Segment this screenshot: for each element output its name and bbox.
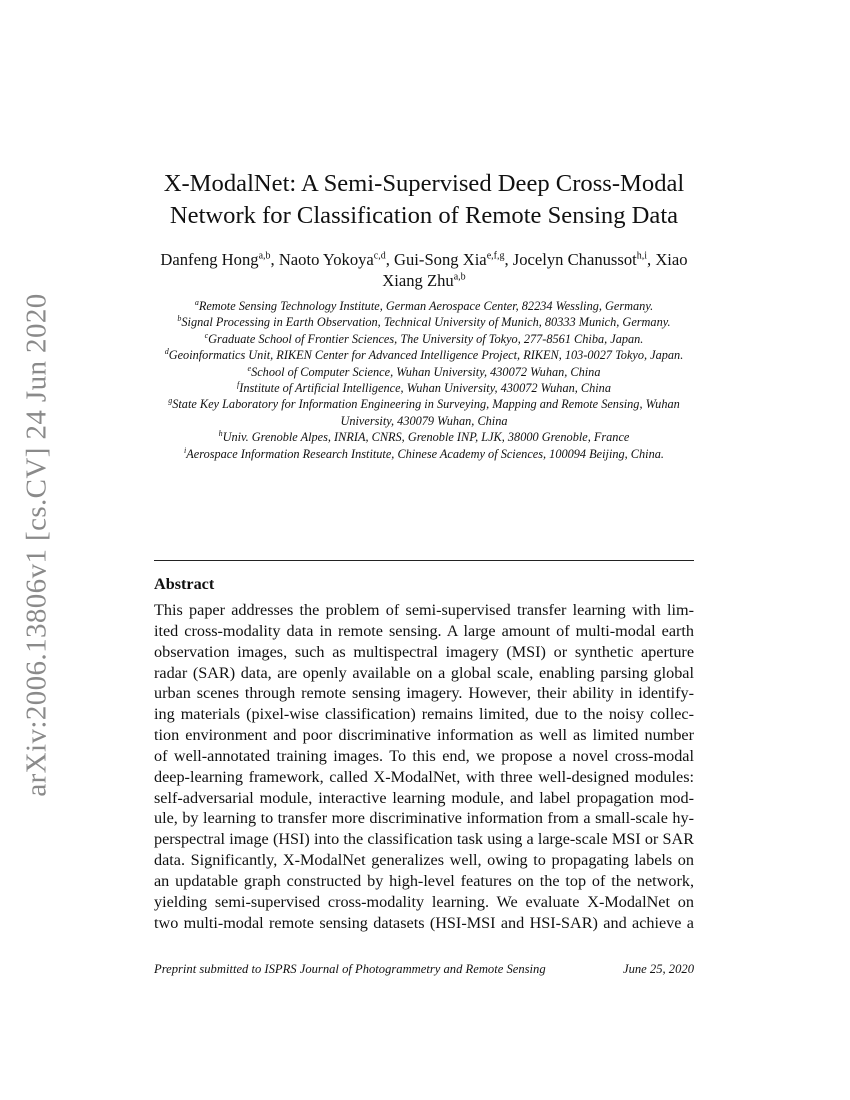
affiliation [150, 298, 698, 314]
author-list [150, 249, 698, 291]
abstract-heading: Abstract [154, 575, 215, 593]
affiliation [150, 446, 698, 462]
abstract-line: observation images, such as multispectral imagery (MSI) or synthetic aperture [154, 642, 694, 661]
affiliation-text: Institute of Artificial Intelligence, Wuhan University, 430072 Wuhan, China [239, 381, 611, 396]
abstract-line: ing materials (pixel-wise classification) remains limited, due to the noisy collec- [154, 705, 694, 724]
abstract-line: ited cross-modality data in remote sensing. A large amount of multi-modal earth [154, 621, 694, 640]
affiliation [150, 347, 698, 363]
affiliation-marker: g [168, 396, 173, 406]
author-separator: , [270, 250, 279, 269]
affiliation-list [150, 298, 698, 462]
author-separator: , [504, 250, 513, 269]
affiliation [150, 396, 698, 429]
affiliation-text: School of Computer Science, Wuhan University, 430072 Wuhan, China [251, 364, 601, 379]
page-footer [154, 962, 694, 977]
affiliation [150, 429, 698, 445]
paper-title-line-2: Network for Classification of Remote Sensing Data [169, 202, 679, 229]
author-name: Gui-Song Xia [394, 250, 487, 269]
affiliation [150, 314, 698, 330]
abstract-line: urban scenes through remote sensing imagery. However, their ability in identify- [154, 684, 694, 703]
author-affiliation-marker: h,i [636, 250, 648, 262]
abstract-line: of well-annotated training images. To this end, we propose a novel cross-modal [154, 746, 694, 765]
affiliation-marker: b [177, 314, 182, 324]
affiliation [150, 331, 698, 347]
affiliation-marker: i [184, 445, 187, 455]
author-name: Danfeng Hong [160, 250, 259, 269]
affiliation-text: Aerospace Information Research Institute, Chinese Academy of Sciences, 100094 Beijing, China. [186, 446, 664, 461]
affiliation-text: Remote Sensing Technology Institute, German Aerospace Center, 82234 Wessling, Germany. [198, 299, 654, 313]
abstract-line: ule, by learning to transfer more discriminative information from a small-scale hy- [154, 809, 694, 828]
arxiv-identifier-stamp: arXiv:2006.13806v1 [cs.CV] 24 Jun 2020 [20, 293, 53, 797]
affiliation-marker: f [237, 379, 240, 389]
author-affiliation-marker: c,d [373, 250, 386, 262]
affiliation-text: Signal Processing in Earth Observation, Technical University of Munich, 80333 Munich, Germany. [181, 315, 671, 330]
affiliation [150, 364, 698, 380]
affiliation-marker: a [194, 297, 199, 307]
author-name: Jocelyn Chanussot [512, 250, 637, 269]
affiliation-marker: h [218, 429, 223, 439]
author-separator: , [385, 250, 395, 269]
affiliation-text: Graduate School of Frontier Sciences, The University of Tokyo, 277-8561 Chiba, Japan. [208, 331, 644, 346]
abstract-line: This paper addresses the problem of semi-supervised transfer learning with lim- [154, 601, 694, 619]
paper-title [150, 168, 698, 232]
affiliation [150, 380, 698, 396]
author [513, 250, 656, 269]
affiliation-text: Univ. Grenoble Alpes, INRIA, CNRS, Grenoble INP, LJK, 38000 Grenoble, France [222, 430, 630, 445]
author-affiliation-marker: a,b [258, 250, 271, 262]
affiliation-marker: d [164, 347, 169, 357]
abstract-line: an updatable graph constructed by high-level features on the top of the network, [154, 871, 694, 890]
author-affiliation-marker: a,b [453, 271, 466, 283]
footer-journal-note: Preprint submitted to ISPRS Journal of Photogrammetry and Remote Sensing [154, 962, 546, 976]
affiliation-marker: c [204, 330, 209, 340]
abstract-line: yielding semi-supervised cross-modality learning. We evaluate X-ModalNet on [154, 892, 694, 911]
abstract-line: perspectral image (HSI) into the classification task using a large-scale MSI or SAR [154, 830, 694, 849]
title-block [150, 168, 698, 462]
abstract-line: deep-learning framework, called X-ModalNet, with three well-designed modules: [154, 767, 694, 786]
paper-title-line-1: X-ModalNet: A Semi-Supervised Deep Cross-Modal [163, 170, 685, 197]
abstract-line: two multi-modal remote sensing datasets (HSI-MSI and HSI-SAR) and achieve a [154, 913, 694, 932]
abstract-line: self-adversarial module, interactive learning module, and label propagation mod- [154, 788, 694, 807]
author-name: Naoto Yokoya [278, 250, 374, 269]
author-affiliation-marker: e,f,g [486, 250, 505, 262]
author [394, 250, 513, 269]
footer-date: June 25, 2020 [623, 962, 694, 976]
abstract-line: radar (SAR) data, are openly available on a global scale, enabling parsing global [154, 663, 694, 682]
author-name: Xiao Xiang Zhu [382, 250, 688, 290]
author [160, 250, 278, 269]
author-separator: , [647, 250, 656, 269]
abstract-line: data. Significantly, X-ModalNet generalizes well, owing to propagating labels on [154, 851, 694, 870]
abstract-text [154, 600, 694, 934]
affiliation-text: State Key Laboratory for Information Engineering in Surveying, Mapping and Remote Sensing, Wuhan University, 430079 Wuhan, China [172, 397, 680, 428]
affiliation-marker: e [247, 363, 252, 373]
abstract-divider [154, 560, 694, 561]
affiliation-text: Geoinformatics Unit, RIKEN Center for Advanced Intelligence Project, RIKEN, 103-0027 Tokyo, Japan. [168, 348, 684, 363]
abstract-line: tion environment and poor discriminative information as well as limited number [154, 726, 694, 745]
author [279, 250, 394, 269]
